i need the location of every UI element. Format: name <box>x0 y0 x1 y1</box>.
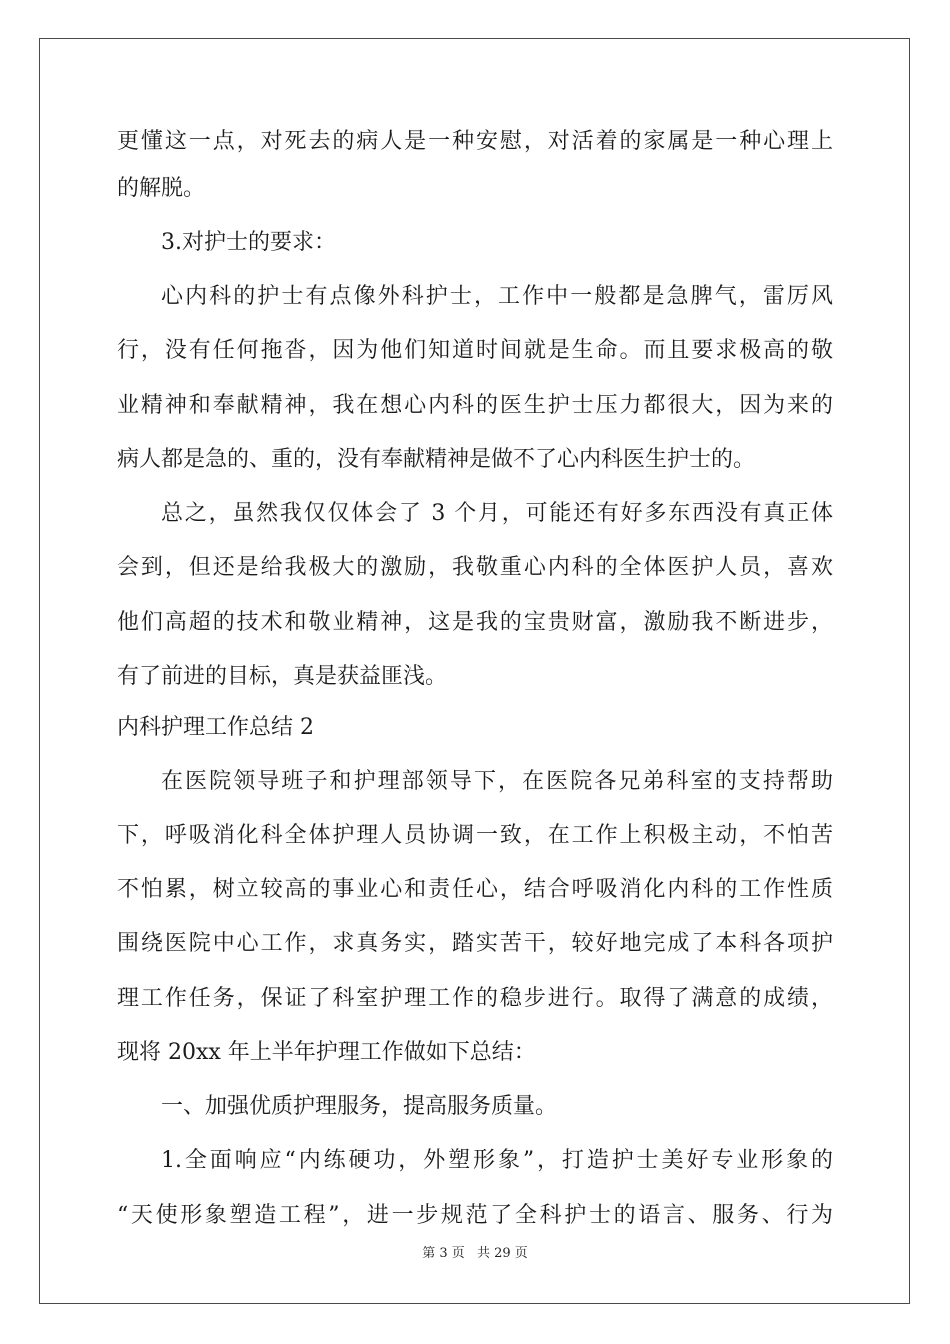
text-line: 行，没有任何拖沓，因为他们知道时间就是生命。而且要求极高的敬 <box>117 338 833 363</box>
text-line: 3.对护士的要求： <box>161 230 336 255</box>
text-line: 理工作任务，保证了科室护理工作的稳步进行。取得了满意的成绩， <box>117 986 833 1011</box>
text-line: 围绕医院中心工作，求真务实，踏实苦干，较好地完成了本科各项护 <box>117 931 833 956</box>
text-line: 在医院领导班子和护理部领导下，在医院各兄弟科室的支持帮助 <box>161 769 833 794</box>
text-line: 会到，但还是给我极大的激励，我敬重心内科的全体医护人员，喜欢 <box>117 555 833 580</box>
page-total: 共 29 页 <box>476 1246 528 1261</box>
text-line: 业精神和奉献精神，我在想心内科的医生护士压力都很大，因为来的 <box>117 393 833 418</box>
text-line: “天使形象塑造工程”，进一步规范了全科护士的语言、服务、行为 <box>117 1203 833 1228</box>
text-line: 1.全面响应“内练硬功，外塑形象”，打造护士美好专业形象的 <box>161 1148 833 1173</box>
text-line: 的解脱。 <box>117 176 206 201</box>
text-line: 病人都是急的、重的，没有奉献精神是做不了心内科医生护士的。 <box>117 447 756 472</box>
text-line: 心内科的护士有点像外科护士，工作中一般都是急脾气，雷厉风 <box>161 284 833 309</box>
page-number: 第 3 页 <box>422 1246 465 1261</box>
page-footer <box>0 1246 950 1262</box>
text-line: 一、加强优质护理服务，提高服务质量。 <box>161 1094 558 1119</box>
text-line: 更懂这一点，对死去的病人是一种安慰，对活着的家属是一种心理上 <box>117 129 833 154</box>
section-heading: 内科护理工作总结 2 <box>117 715 314 740</box>
text-line: 现将 20xx 年上半年护理工作做如下总结： <box>117 1040 536 1065</box>
text-line: 他们高超的技术和敬业精神，这是我的宝贵财富，激励我不断进步， <box>117 610 833 635</box>
text-line: 下，呼吸消化科全体护理人员协调一致，在工作上积极主动，不怕苦 <box>117 823 833 848</box>
text-line: 总之，虽然我仅仅体会了 3 个月，可能还有好多东西没有真正体 <box>161 501 833 526</box>
text-line: 不怕累，树立较高的事业心和责任心，结合呼吸消化内科的工作性质 <box>117 877 833 902</box>
text-line: 有了前进的目标，真是获益匪浅。 <box>117 664 448 689</box>
